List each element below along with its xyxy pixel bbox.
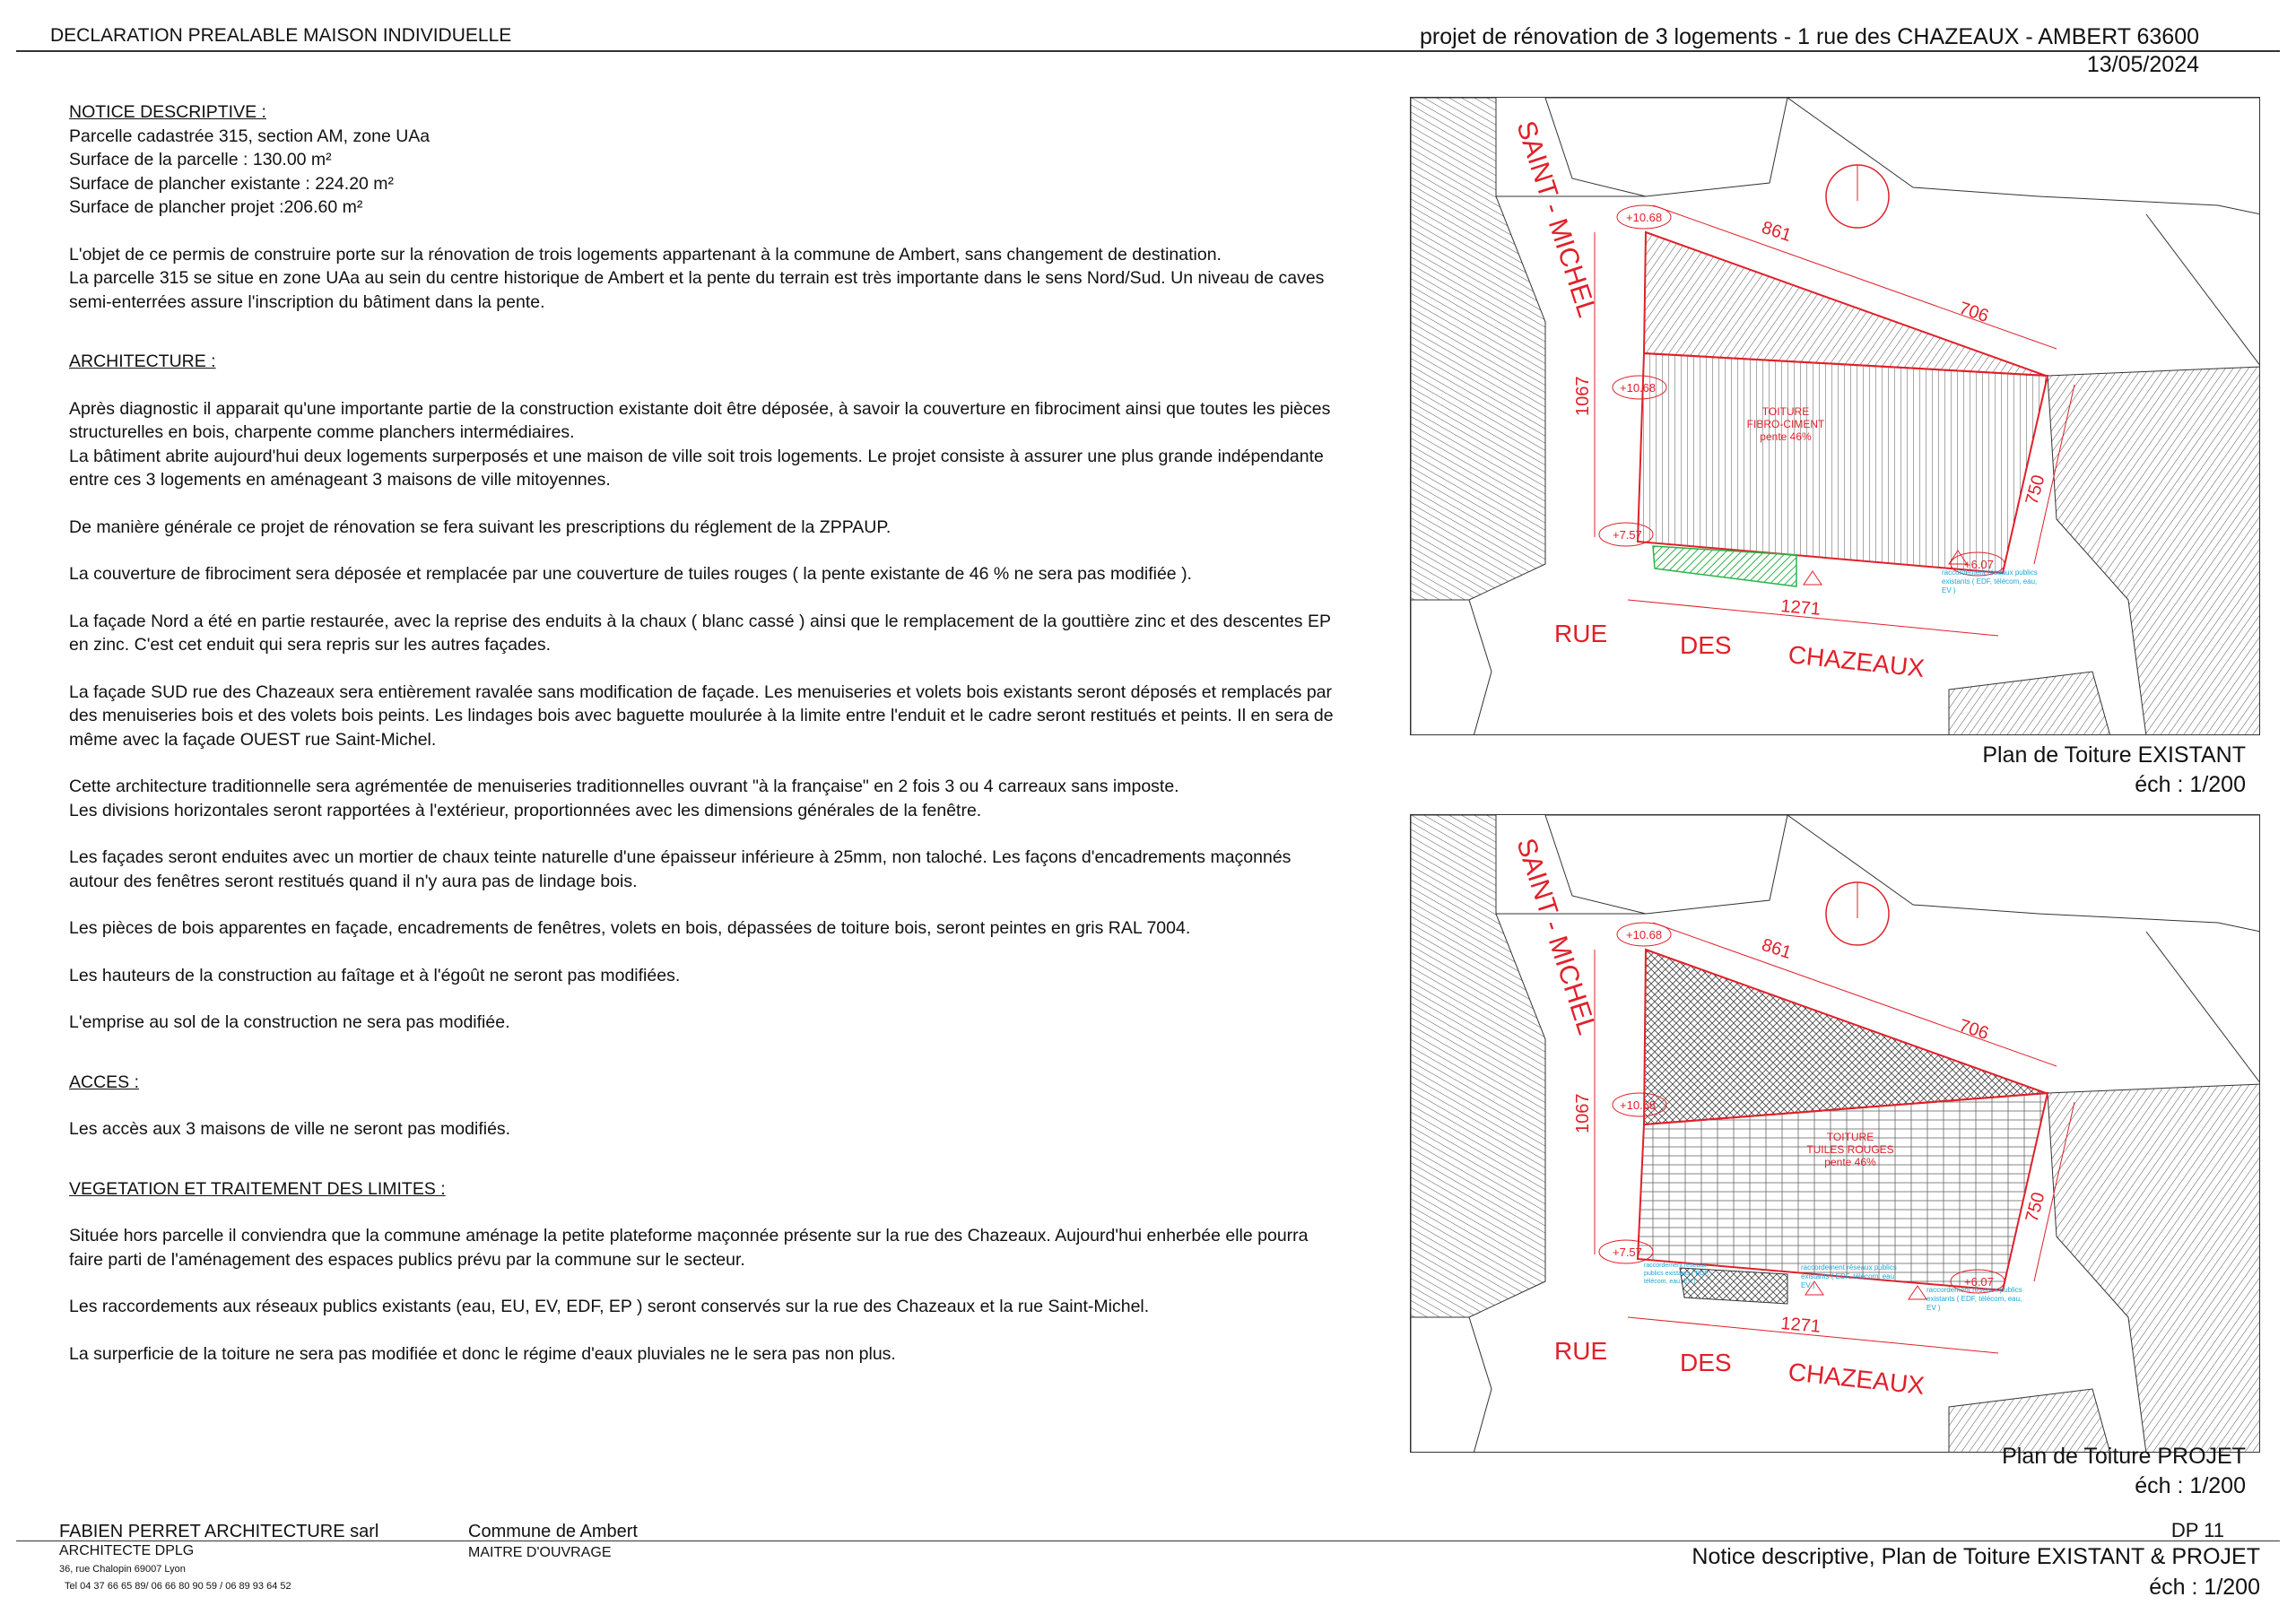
dimension-label: 750 <box>2022 1190 2049 1225</box>
header-left-title: DECLARATION PREALABLE MAISON INDIVIDUELLE <box>50 25 512 46</box>
notice-intro: L'objet de ce permis de construire porte sur la rénovation de trois logements appartenant à la commune de Ambert, sans changement de destination. La parcelle 315 se situe en zone UAa au sein du centre historique de Ambert et la pente du terrain est très importante dans le sens Nord/Sud. Un niveau de caves semi-enterrées assure l'inscription du bâtiment dans la pente. <box>69 244 1325 312</box>
architect-phone: Tel 04 37 66 65 89/ 06 66 80 90 59 / 06 89 93 64 52 <box>65 1581 291 1592</box>
dimension-label: 861 <box>1759 934 1794 964</box>
architect-address: 36, rue Chalopin 69007 Lyon <box>59 1564 186 1575</box>
network-note-wrapper <box>1644 1262 1716 1306</box>
network-note-wrapper <box>1801 1263 1900 1317</box>
parcel-line <box>2146 214 2260 367</box>
level-label: +10.68 <box>1620 1098 1657 1112</box>
dimension-label: 706 <box>1956 1015 1991 1045</box>
vegetation-paragraph: Située hors parcelle il conviendra que la commune aménage la petite plateforme maçonnée présente sur la rue des Chazeaux. Aujourd'hui enherbée elle pourra faire parti de l'aménagement des espaces publics prévu par la commune sur le secteur. <box>69 1226 1309 1270</box>
project-date: 13/05/2024 <box>2086 52 2199 77</box>
roof-north-slope <box>1644 232 2048 376</box>
roof-label: FIBRO-CIMENT <box>1746 418 1825 430</box>
level-label: +10.68 <box>1620 381 1657 395</box>
project-title: projet de rénovation de 3 logements - 1 rue des CHAZEAUX - AMBERT 63600 <box>1420 24 2199 49</box>
neighbor-parcel-north <box>1545 815 1787 914</box>
sheet-scale: éch : 1/200 <box>2149 1575 2260 1600</box>
dimension-label: 750 <box>2022 473 2049 508</box>
roof-south-slope <box>1638 1093 2048 1290</box>
caption-projet-title: Plan de Toiture PROJET <box>2002 1444 2246 1469</box>
notice-line: Surface de la parcelle : 130.00 m² <box>69 150 332 169</box>
vegetation-paragraph: La surperficie de la toiture ne sera pas modifiée et donc le régime d'eaux pluviales ne le sera pas non plus. <box>69 1343 896 1364</box>
neighbor-parcel-ne <box>1787 98 2260 214</box>
street-label-chazeaux: CHAZEAUX <box>1787 1358 1926 1400</box>
architecture-paragraph: Les hauteurs de la construction au faîtage et à l'égoût ne seront pas modifiées. <box>69 965 681 985</box>
plan-existant-drawing <box>1411 98 2260 735</box>
sheet-number: DP 11 <box>2170 1519 2224 1541</box>
street-label-saint-michel: SAINT - MICHEL <box>1510 834 1603 1038</box>
street-label-saint-michel: SAINT - MICHEL <box>1510 117 1603 321</box>
notice-title: NOTICE DESCRIPTIVE : <box>69 102 266 122</box>
architecture-paragraph: De manière générale ce projet de rénovation se fera suivant les prescriptions du réglement de la ZPPAUP. <box>69 516 891 537</box>
dimension-label: 1067 <box>1573 1093 1593 1133</box>
sheet-title: Notice descriptive, Plan de Toiture EXISTANT & PROJET <box>1692 1544 2260 1569</box>
street-label-chazeaux: CHAZEAUX <box>1787 640 1926 682</box>
caption-existant <box>1982 741 2246 800</box>
client-role: MAITRE D'OUVRAGE <box>468 1545 612 1560</box>
neighbor-parcel-south <box>1949 672 2110 735</box>
architecture-paragraph: La façade SUD rue des Chazeaux sera entièrement ravalée sans modification de façade. Les menuiseries et volets bois existants seront déposés et remplacés par des menuiseries bois et des volets bois peints. Les lindages bois avec baguette moulurée à la limite entre l'enduit et le cadre seront restitués et peints. Il en sera de même avec la façade OUEST rue Saint-Michel. <box>69 681 1334 750</box>
network-note: raccordement réseaux publics existants ( EDF, télécom, eau, EV ) <box>1926 1286 2022 1312</box>
neighbor-parcel-ne <box>1787 815 2260 932</box>
level-label: +10.68 <box>1626 928 1663 942</box>
dimension-label: 1271 <box>1779 596 1822 620</box>
network-note: raccordement réseaux publics existants ( EDF, télécom, eau, EV ) <box>1644 1263 1709 1285</box>
caption-projet-scale: éch : 1/200 <box>2135 1473 2246 1498</box>
roof-label: TUILES ROUGES <box>1806 1143 1894 1156</box>
roof-label: pente 46% <box>1760 430 1812 443</box>
architecture-title: ARCHITECTURE : <box>69 352 216 371</box>
notice-line: Surface de plancher projet :206.60 m² <box>69 197 363 217</box>
street-label-des: DES <box>1680 1349 1732 1376</box>
network-note: raccordement réseaux publics existants ( EDF, télécom, eau, EV ) <box>1942 568 2038 595</box>
street-label-rue: RUE <box>1554 620 1608 647</box>
caption-projet <box>2002 1442 2246 1501</box>
notice-line: Surface de plancher existante : 224.20 m² <box>69 173 395 194</box>
neighbor-parcel-west <box>1411 98 1545 600</box>
network-note: raccordement réseaux publics existants ( EDF, télécom, eau, EV ) <box>1801 1263 1897 1289</box>
architect-name: FABIEN PERRET ARCHITECTURE sarl <box>59 1522 379 1541</box>
architecture-paragraph: La couverture de fibrociment sera déposée et remplacée par une couverture de tuiles rouges ( la pente existante de 46 % ne sera pas modifiée ). <box>69 564 1192 584</box>
architecture-paragraph: La façade Nord a été en partie restaurée, avec la reprise des enduits à la chaux ( blanc cassé ) ainsi que le remplacement de la gouttière zinc et des descentes EP en zinc. C'est cet enduit qui sera repris sur les autres façades. <box>69 611 1331 655</box>
vegetation-title: VEGETATION ET TRAITEMENT DES LIMITES : <box>69 1178 446 1199</box>
level-label: +7.57 <box>1613 1245 1642 1259</box>
notice-text-column <box>69 100 1343 1366</box>
neighbor-parcel-north <box>1545 98 1787 196</box>
roof-label: pente 46% <box>1824 1156 1876 1168</box>
acces-text: Les accès aux 3 maisons de ville ne seront pas modifiés. <box>69 1119 511 1139</box>
dimension-label: 1271 <box>1779 1314 1822 1337</box>
street-label-rue: RUE <box>1554 1337 1608 1365</box>
vegetation-paragraph: Les raccordements aux réseaux publics existants (eau, EU, EV, EDF, EP ) seront conservés sur la rue des Chazeaux et la rue Saint-Michel. <box>69 1297 1150 1316</box>
network-note-wrapper <box>1942 568 2040 622</box>
dimension-label: 1067 <box>1573 376 1593 416</box>
plan-projet-drawing <box>1411 815 2260 1453</box>
caption-existant-title: Plan de Toiture EXISTANT <box>1982 742 2246 768</box>
dimension-label: 861 <box>1759 217 1794 247</box>
level-label: +7.57 <box>1613 528 1642 542</box>
roof-label: TOITURE <box>1826 1131 1874 1143</box>
level-label: +6.07 <box>1964 1275 1994 1289</box>
architecture-paragraph: Cette architecture traditionnelle sera agrémentée de menuiseries traditionnelles ouvrant "à la française" en 2 fois 3 ou 4 carreaux sans imposte. Les divisions horizontales seront rapportées à l'extérieur, proportionnées avec les dimensions générales de la fenêtre. <box>69 777 1179 820</box>
network-triangle <box>1804 571 1822 585</box>
network-triangle <box>1909 1286 1926 1299</box>
architect-title: ARCHITECTE DPLG <box>59 1543 195 1558</box>
architecture-paragraph: L'emprise au sol de la construction ne sera pas modifiée. <box>69 1012 510 1032</box>
architecture-paragraph: Après diagnostic il apparait qu'une importante partie de la construction existante doit être déposée, à savoir la couverture en fibrociment ainsi que toutes les pièces structurelles en bois, charpente comme planchers intermédiaires. La bâtiment abrite aujourd'hui deux logements surperposés et une maison de ville soit trois logements. Le projet consiste à assurer une plus grande indépendante entre ces 3 logements en aménageant 3 maisons de ville mitoyennes. <box>69 398 1331 490</box>
neighbor-parcel-sw <box>1411 600 1492 735</box>
client-name: Commune de Ambert <box>468 1522 638 1541</box>
network-note-wrapper <box>1926 1286 2025 1340</box>
acces-title: ACCES : <box>69 1072 140 1092</box>
notice-line: Parcelle cadastrée 315, section AM, zone UAa <box>69 126 430 146</box>
plan-projet <box>1410 814 2260 1453</box>
street-label-des: DES <box>1680 631 1732 659</box>
roof-label: TOITURE <box>1761 405 1810 418</box>
neighbor-parcel-west <box>1411 815 1545 1317</box>
neighbor-parcel-sw <box>1411 1317 1492 1453</box>
caption-existant-scale: éch : 1/200 <box>2135 772 2246 797</box>
dimension-label: 706 <box>1956 298 1991 327</box>
architecture-paragraph: Les façades seront enduites avec un mortier de chaux teinte naturelle d'une épaisseur inférieure à 25mm, non taloché. Les façons d'encadrements maçonnés autour des fenêtres seront restitués quand il n'y aura pas de lindage bois. <box>69 847 1292 891</box>
parcel-line <box>2146 932 2260 1084</box>
header-divider <box>16 50 2280 52</box>
architecture-paragraph: Les pièces de bois apparentes en façade, encadrements de fenêtres, volets en bois, dépassées de toiture bois, seront peintes en gris RAL 7004. <box>69 918 1191 938</box>
level-label: +6.07 <box>1964 558 1994 571</box>
roof-south-slope <box>1638 353 2048 573</box>
plan-existant <box>1410 97 2260 735</box>
level-label: +10.68 <box>1626 211 1663 224</box>
